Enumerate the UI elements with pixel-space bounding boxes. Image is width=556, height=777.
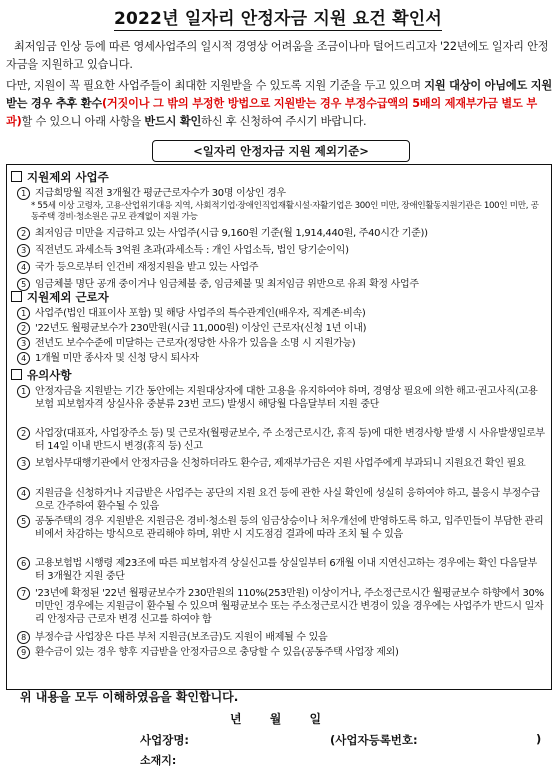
company-name-label: 사업장명:	[140, 733, 190, 747]
circled-number: 8	[17, 631, 30, 644]
checkbox-square-icon	[11, 369, 22, 380]
list-item	[17, 244, 545, 257]
list-item	[17, 557, 545, 583]
list-item	[17, 261, 545, 274]
circled-number: 1	[17, 307, 30, 320]
circled-number: 3	[17, 244, 30, 257]
circled-number: 3	[17, 337, 30, 350]
circled-number: 9	[17, 646, 30, 659]
list-item-text: 지급희망월 직전 3개월간 평균근로자수가 30명 이상인 경우	[35, 188, 286, 199]
list-item-text: 임금체불 명단 공개 중이거나 임금체불 중, 임금체불 및 최저임금 위반으로 유죄 확정 사업주	[35, 279, 419, 290]
circled-number: 3	[17, 457, 30, 470]
circled-number: 7	[17, 587, 30, 600]
list-item-text: 안정자금을 지원받는 기간 동안에는 지원대상자에 대한 고용을 유지하여야 하며, 경영상 필요에 의한 해고·권고사직(고용보험 피보험자격 상실사유 중분류 23번 코드) 발생시 해당월 다음달부터 지원 중단	[35, 386, 538, 410]
list-item-text: '22년도 월평균보수가 230만원(시급 11,000원) 이상인 근로자(신청 1년 이내)	[35, 323, 367, 334]
list-item-text: 사업장(대표자, 사업장주소 등) 및 근로자(월평균보수, 주 소정근로시간, 휴직 등)에 대한 변경사항 발생 시 사유발생일로부터 14일 이내 반드시 변경(휴직 등) 신고	[35, 428, 545, 452]
list-item-text: 고용보험법 시행령 제23조에 따른 피보험자격 상실신고를 상실일부터 6개월 이내 지연신고하는 경우에는 확인 다음달부터 3개월간 지원 중단	[35, 558, 538, 582]
list-item-text: 최저임금 미만을 지급하고 있는 사업주(시급 9,160원 기준(월 1,914,440원, 주40시간 기준))	[35, 228, 428, 239]
list-item	[17, 631, 545, 644]
list-item	[17, 515, 545, 541]
circled-number: 5	[17, 278, 30, 291]
circled-number: 4	[17, 261, 30, 274]
list-item-text: 전년도 보수수준에 미달하는 근로자(정당한 사유가 있음을 소명 시 지원가능)	[35, 338, 356, 349]
section-excluded-employers: 지원제외 사업주	[11, 169, 109, 185]
intro-paragraph-2: 다만, 지원이 꼭 필요한 사업주들이 최대한 지원받을 수 있도록 지원 기준을 두고 있으며 지원 대상이 아님에도 지원받는 경우 추후 환수(거짓이나 그 밖의 부정한 방법으로 지원받는 경우 부정수급액의 5배의 제재부가금 별도 부과)할 수 있으니 아래 사항을 반드시 확인하신 후 신청하여 주시기 바랍니다.	[6, 79, 553, 128]
circled-number: 4	[17, 352, 30, 365]
employer-exception-note: * 55세 이상 고령자, 고용·산업위기대응 지역, 사회적기업·장애인직업재활시설·자활기업은 300인 미만, 장애인활동지원기관은 100인 미만, 공동주택 경비·청소원은 규모 관계없이 지원 가능	[31, 201, 539, 222]
circled-number: 4	[17, 487, 30, 500]
list-item	[17, 646, 545, 659]
document-title: 2022년 일자리 안정자금 지원 요건 확인서	[113, 9, 443, 29]
confirmation-statement: 위 내용을 모두 이해하였음을 확인합니다.	[20, 690, 239, 704]
business-registration-close: )	[536, 732, 542, 746]
list-item-text: 직전년도 과세소득 3억원 초과(과세소득 : 개인 사업소득, 법인 당기순이익)	[35, 245, 349, 256]
list-item	[17, 337, 545, 350]
list-item	[17, 385, 545, 411]
exclusion-criteria-heading: <일자리 안정자금 지원 제외기준>	[152, 140, 410, 162]
circled-number: 2	[17, 227, 30, 240]
checkbox-square-icon	[11, 291, 22, 302]
circled-number: 1	[17, 187, 30, 200]
list-item	[17, 307, 545, 320]
section-excluded-workers: 지원제외 근로자	[11, 289, 109, 305]
date-line: 년 월 일	[230, 712, 322, 726]
circled-number: 5	[17, 515, 30, 528]
list-item	[17, 227, 545, 240]
list-item	[17, 427, 545, 453]
list-item-text: 국가 등으로부터 인건비 재정지원을 받고 있는 사업주	[35, 262, 259, 273]
intro-paragraph-1: 최저임금 인상 등에 따른 영세사업주의 일시적 경영상 어려움을 조금이나마 덜어드리고자 '22년에도 일자리 안정자금을 지원하고 있습니다.	[6, 40, 549, 71]
circled-number: 6	[17, 557, 30, 570]
list-item-text: 보험사무대행기관에서 안정자금을 신청하더라도 환수금, 제재부가금은 지원 사업주에게 부과되니 지원요건 확인 필요	[35, 458, 526, 469]
intro-text	[6, 38, 552, 134]
criteria-box	[6, 164, 552, 690]
list-item-text: 공동주택의 경우 지원받은 지원금은 경비·청소원 등의 임금상승이나 처우개선에 반영하도록 하고, 입주민들이 부담한 관리비에서 차감하는 방식으로 관리해야 하며, 위반 시 지도점검 결과에 따라 조치 될 수 있음	[35, 516, 544, 540]
list-item-text: '23년에 확정된 '22년 월평균보수가 230만원의 110%(253만원) 이상이거나, 주소정근로시간 월평균보수 하향에서 30% 미만인 경우에는 지원금이 환수될 수 있으며 월평균보수 또는 주소정근로시간 변경이 있을 경우에는 사업주가 반드시 일자리 안정자금 근로자 변경 신고를 하여야 함	[35, 588, 544, 625]
list-item	[17, 487, 545, 513]
section-notes: 유의사항	[11, 367, 71, 383]
list-item-text: 부정수급 사업장은 다른 부처 지원금(보조금)도 지원이 배제될 수 있음	[35, 632, 328, 643]
list-item-text: 사업주(법인 대표이사 포함) 및 해당 사업주의 특수관계인(배우자, 직계존·비속)	[35, 308, 366, 319]
list-item-text: 1개월 미만 종사자 및 신청 당시 퇴사자	[35, 353, 199, 364]
list-item	[17, 187, 545, 200]
circled-number: 1	[17, 385, 30, 398]
list-item	[17, 352, 545, 365]
address-label: 소재지:	[140, 754, 177, 767]
circled-number: 2	[17, 322, 30, 335]
list-item	[17, 457, 545, 470]
list-item-text: 지원금을 신청하거나 지급받은 사업주는 공단의 지원 요건 등에 관한 사실 확인에 성실히 응하여야 하고, 불응시 부정수급으로 간주하여 환수될 수 있음	[35, 488, 540, 512]
business-registration-label: (사업자등록번호:	[330, 733, 418, 747]
list-item	[17, 587, 545, 626]
checkbox-square-icon	[11, 171, 22, 182]
circled-number: 2	[17, 427, 30, 440]
list-item-text: 환수금이 있는 경우 향후 지급받을 안정자금으로 충당할 수 있음(공동주택 사업장 제외)	[35, 647, 399, 658]
list-item	[17, 322, 545, 335]
